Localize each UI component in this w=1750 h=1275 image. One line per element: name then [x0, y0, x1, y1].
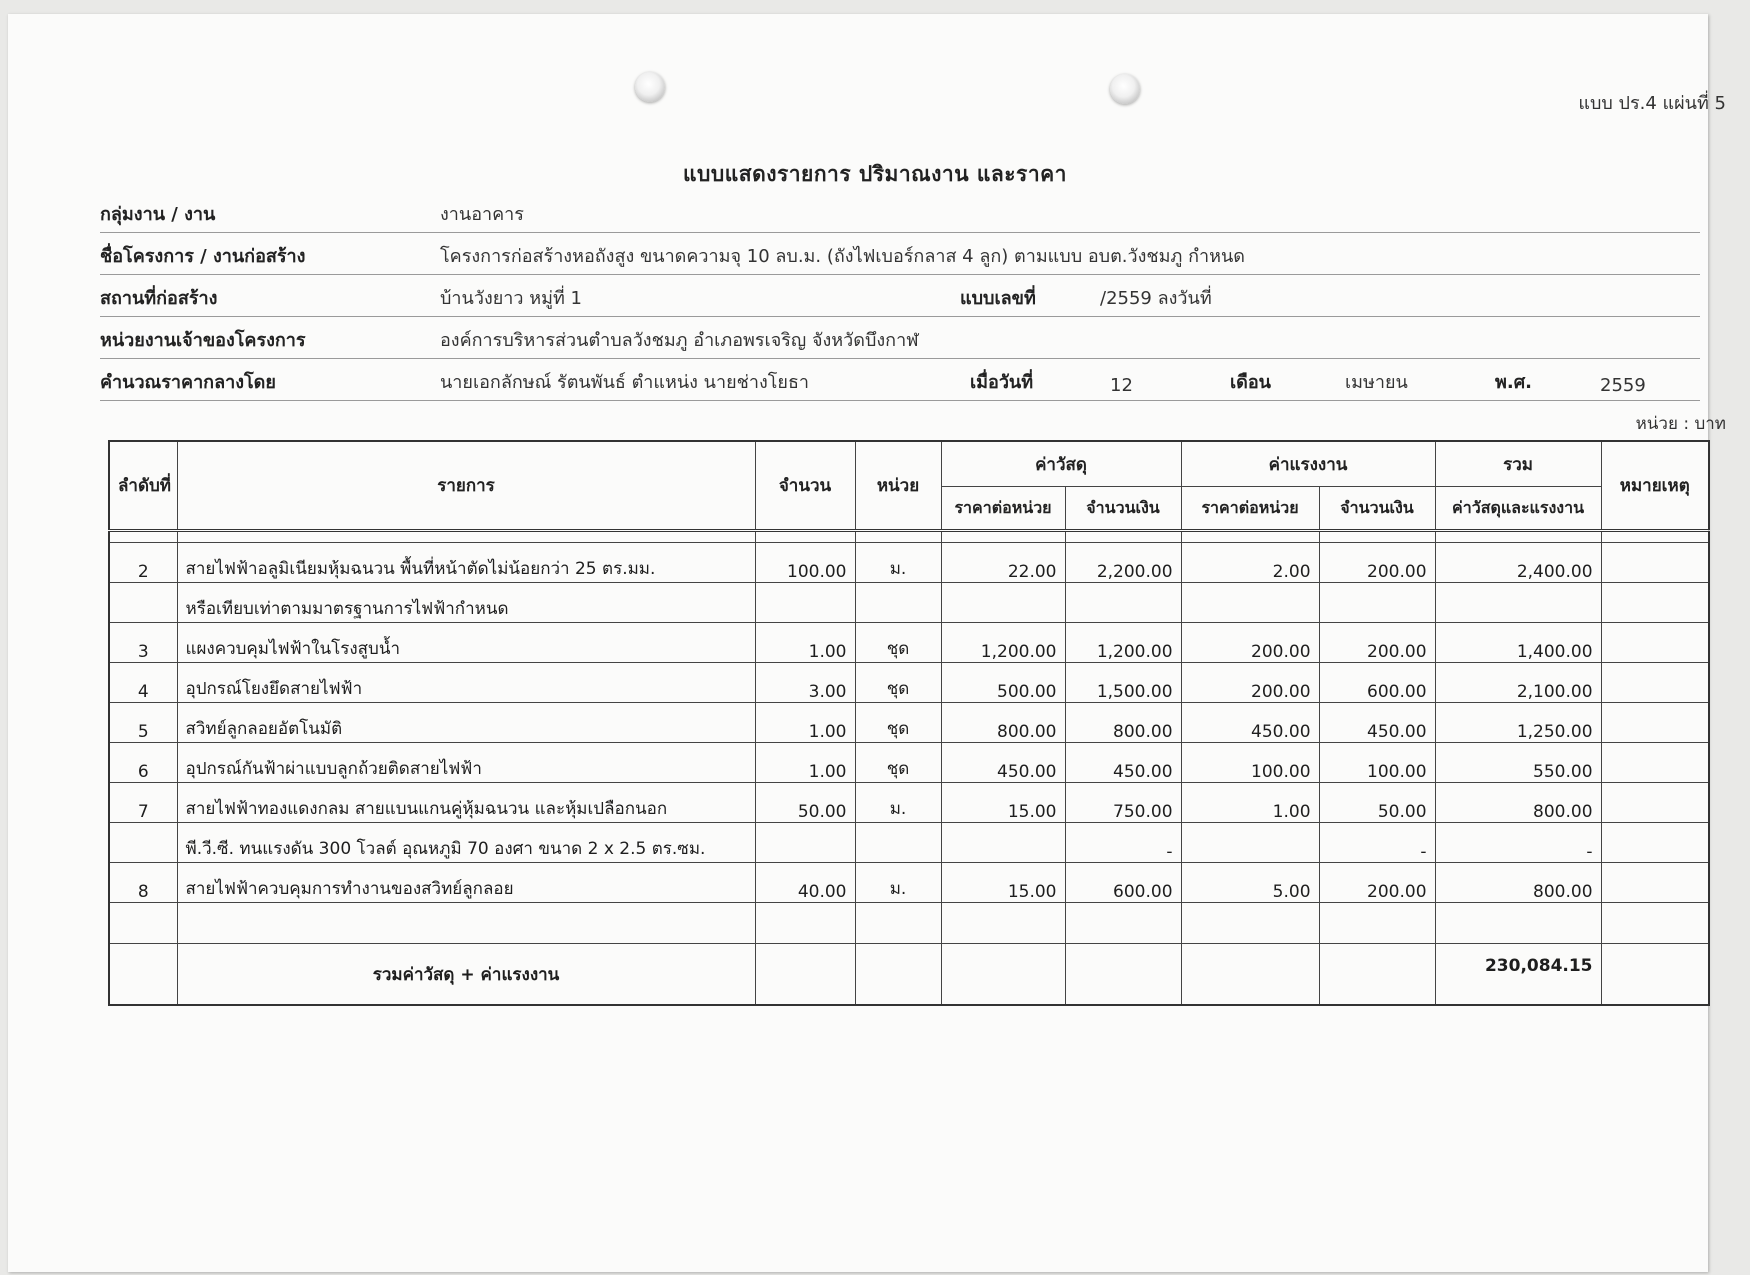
info-row-group — [100, 196, 1700, 233]
row-remark — [1601, 703, 1709, 743]
header-material-unit-price: ราคาต่อหน่วย — [941, 487, 1065, 531]
row-labor-amount: 450.00 — [1319, 703, 1435, 743]
unit-note: หน่วย : บาท — [1635, 414, 1726, 434]
month-label: เดือน — [1230, 372, 1271, 393]
header-material: ค่าวัสดุ — [941, 441, 1181, 487]
table-row — [109, 703, 1709, 743]
punch-hole-right — [1110, 74, 1140, 104]
row-material-amount: 2,200.00 — [1065, 543, 1181, 583]
row-total: 1,250.00 — [1435, 703, 1601, 743]
estimator-value: นายเอกลักษณ์ รัตนพันธ์ ตำแหน่ง นายช่างโยธา — [440, 372, 810, 393]
row-item: สายไฟฟ้าอลูมิเนียมหุ้มฉนวน พื้นที่หน้าตัดไม่น้อยกว่า 25 ตร.มม. — [177, 543, 755, 583]
site-value: บ้านวังยาว หมู่ที่ 1 — [440, 288, 582, 309]
table-row — [109, 623, 1709, 663]
row-unit: ชุด — [855, 703, 941, 743]
row-item: สายไฟฟ้าทองแดงกลม สายแบนแกนคู่หุ้มฉนวน และหุ้มเปลือกนอก — [177, 783, 755, 823]
row-item: สายไฟฟ้าควบคุมการทำงานของสวิทย์ลูกลอย — [177, 863, 755, 903]
row-unit: ชุด — [855, 743, 941, 783]
estimator-label: คำนวณราคากลางโดย — [100, 372, 276, 393]
header-item: รายการ — [177, 441, 755, 531]
header-total-bottom: ค่าวัสดุและแรงงาน — [1435, 487, 1601, 531]
row-total — [1435, 583, 1601, 623]
row-total: 800.00 — [1435, 783, 1601, 823]
row-remark — [1601, 543, 1709, 583]
row-material-unit-price: 450.00 — [941, 743, 1065, 783]
header-labor: ค่าแรงงาน — [1181, 441, 1435, 487]
row-labor-unit-price — [1181, 823, 1319, 863]
row-remark — [1601, 663, 1709, 703]
row-qty: 3.00 — [755, 663, 855, 703]
row-material-unit-price — [941, 823, 1065, 863]
info-row-owner — [100, 322, 1700, 359]
header-spacer-row — [109, 531, 1709, 543]
row-item: หรือเทียบเท่าตามมาตรฐานการไฟฟ้ากำหนด — [177, 583, 755, 623]
row-qty: 40.00 — [755, 863, 855, 903]
row-labor-amount: 200.00 — [1319, 543, 1435, 583]
table-row — [109, 543, 1709, 583]
row-labor-unit-price — [1181, 583, 1319, 623]
header-labor-unit-price: ราคาต่อหน่วย — [1181, 487, 1319, 531]
row-remark — [1601, 743, 1709, 783]
header-qty: จำนวน — [755, 441, 855, 531]
row-remark — [1601, 583, 1709, 623]
row-labor-unit-price: 5.00 — [1181, 863, 1319, 903]
row-qty — [755, 823, 855, 863]
row-remark — [1601, 623, 1709, 663]
group-value: งานอาคาร — [440, 204, 524, 225]
row-material-unit-price: 22.00 — [941, 543, 1065, 583]
row-item: สวิทย์ลูกลอยอัตโนมัติ — [177, 703, 755, 743]
row-unit: ม. — [855, 543, 941, 583]
row-material-amount: 600.00 — [1065, 863, 1181, 903]
header-labor-amount: จำนวนเงิน — [1319, 487, 1435, 531]
group-label: กลุ่มงาน / งาน — [100, 204, 216, 225]
row-labor-amount: 200.00 — [1319, 863, 1435, 903]
project-label: ชื่อโครงการ / งานก่อสร้าง — [100, 246, 306, 267]
table-row — [109, 823, 1709, 863]
row-qty: 100.00 — [755, 543, 855, 583]
project-value: โครงการก่อสร้างหอถังสูง ขนาดความจุ 10 ลบ.ม. (ถังไฟเบอร์กลาส 4 ลูก) ตามแบบ อบต.วังชมภู กำหนด — [440, 246, 1245, 267]
row-no: 2 — [109, 543, 177, 583]
document-title: แบบแสดงรายการ ปริมาณงาน และราคา — [683, 162, 1067, 186]
row-labor-unit-price: 450.00 — [1181, 703, 1319, 743]
row-no: 7 — [109, 783, 177, 823]
row-no: 4 — [109, 663, 177, 703]
header-no: ลำดับที่ — [109, 441, 177, 531]
row-qty: 50.00 — [755, 783, 855, 823]
year-label: พ.ศ. — [1495, 372, 1532, 393]
row-material-amount: - — [1065, 823, 1181, 863]
row-material-unit-price: 15.00 — [941, 783, 1065, 823]
row-material-amount: 450.00 — [1065, 743, 1181, 783]
row-material-unit-price — [941, 583, 1065, 623]
row-material-amount: 750.00 — [1065, 783, 1181, 823]
table-row — [109, 863, 1709, 903]
row-no: 6 — [109, 743, 177, 783]
row-no — [109, 583, 177, 623]
total-row — [109, 944, 1709, 1006]
row-labor-unit-price: 100.00 — [1181, 743, 1319, 783]
date-label: เมื่อวันที่ — [970, 372, 1034, 393]
row-labor-unit-price: 1.00 — [1181, 783, 1319, 823]
form-code: แบบ ปร.4 แผ่นที่ 5 — [1578, 93, 1726, 114]
row-total: 2,400.00 — [1435, 543, 1601, 583]
info-row-project — [100, 238, 1700, 275]
row-material-amount: 1,200.00 — [1065, 623, 1181, 663]
row-unit: ชุด — [855, 663, 941, 703]
row-no: 3 — [109, 623, 177, 663]
total-label: รวมค่าวัสดุ + ค่าแรงงาน — [177, 944, 755, 1006]
row-total: 2,100.00 — [1435, 663, 1601, 703]
row-remark — [1601, 863, 1709, 903]
row-material-unit-price: 500.00 — [941, 663, 1065, 703]
row-labor-amount: - — [1319, 823, 1435, 863]
month-value: เมษายน — [1345, 372, 1408, 393]
row-labor-amount: 50.00 — [1319, 783, 1435, 823]
row-qty: 1.00 — [755, 703, 855, 743]
row-material-unit-price: 800.00 — [941, 703, 1065, 743]
row-labor-unit-price: 200.00 — [1181, 623, 1319, 663]
table-row — [109, 663, 1709, 703]
header-unit: หน่วย — [855, 441, 941, 531]
blank-row — [109, 903, 1709, 944]
row-item: อุปกรณ์กันฟ้าผ่าแบบลูกถ้วยติดสายไฟฟ้า — [177, 743, 755, 783]
row-labor-amount — [1319, 583, 1435, 623]
row-qty: 1.00 — [755, 623, 855, 663]
row-unit — [855, 823, 941, 863]
info-row-site — [100, 280, 1700, 317]
plan-no-label: แบบเลขที่ — [960, 288, 1036, 309]
table-row — [109, 783, 1709, 823]
row-total: 800.00 — [1435, 863, 1601, 903]
owner-value: องค์การบริหารส่วนตำบลวังชมภู อำเภอพรเจริญ จังหวัดบึงกาฬ — [440, 330, 919, 351]
plan-no-value: /2559 ลงวันที่ — [1100, 288, 1212, 309]
row-unit: ชุด — [855, 623, 941, 663]
row-no: 5 — [109, 703, 177, 743]
header-remark: หมายเหตุ — [1601, 441, 1709, 531]
row-material-unit-price: 15.00 — [941, 863, 1065, 903]
owner-label: หน่วยงานเจ้าของโครงการ — [100, 330, 306, 351]
grand-total: 230,084.15 — [1435, 944, 1601, 1006]
row-labor-amount: 100.00 — [1319, 743, 1435, 783]
row-item: แผงควบคุมไฟฟ้าในโรงสูบน้ำ — [177, 623, 755, 663]
row-remark — [1601, 823, 1709, 863]
row-material-amount: 1,500.00 — [1065, 663, 1181, 703]
row-qty: 1.00 — [755, 743, 855, 783]
punch-hole-left — [635, 72, 665, 102]
row-item: อุปกรณ์โยงยึดสายไฟฟ้า — [177, 663, 755, 703]
row-unit: ม. — [855, 863, 941, 903]
row-no: 8 — [109, 863, 177, 903]
row-material-amount: 800.00 — [1065, 703, 1181, 743]
header-material-amount: จำนวนเงิน — [1065, 487, 1181, 531]
row-labor-amount: 200.00 — [1319, 623, 1435, 663]
row-total: 1,400.00 — [1435, 623, 1601, 663]
table-row — [109, 583, 1709, 623]
row-total: - — [1435, 823, 1601, 863]
row-no — [109, 823, 177, 863]
row-labor-unit-price: 200.00 — [1181, 663, 1319, 703]
date-day: 12 — [1110, 375, 1133, 396]
table-row — [109, 743, 1709, 783]
row-total: 550.00 — [1435, 743, 1601, 783]
header-total-top: รวม — [1435, 441, 1601, 487]
info-row-estimator — [100, 364, 1700, 401]
row-qty — [755, 583, 855, 623]
site-label: สถานที่ก่อสร้าง — [100, 288, 218, 309]
row-material-unit-price: 1,200.00 — [941, 623, 1065, 663]
row-unit: ม. — [855, 783, 941, 823]
year-value: 2559 — [1600, 375, 1646, 396]
bill-of-quantities-table — [108, 440, 1710, 1006]
row-material-amount — [1065, 583, 1181, 623]
row-remark — [1601, 783, 1709, 823]
row-labor-unit-price: 2.00 — [1181, 543, 1319, 583]
row-labor-amount: 600.00 — [1319, 663, 1435, 703]
row-item: พี.วี.ซี. ทนแรงดัน 300 โวลต์ อุณหภูมิ 70 องศา ขนาด 2 x 2.5 ตร.ซม. — [177, 823, 755, 863]
row-unit — [855, 583, 941, 623]
